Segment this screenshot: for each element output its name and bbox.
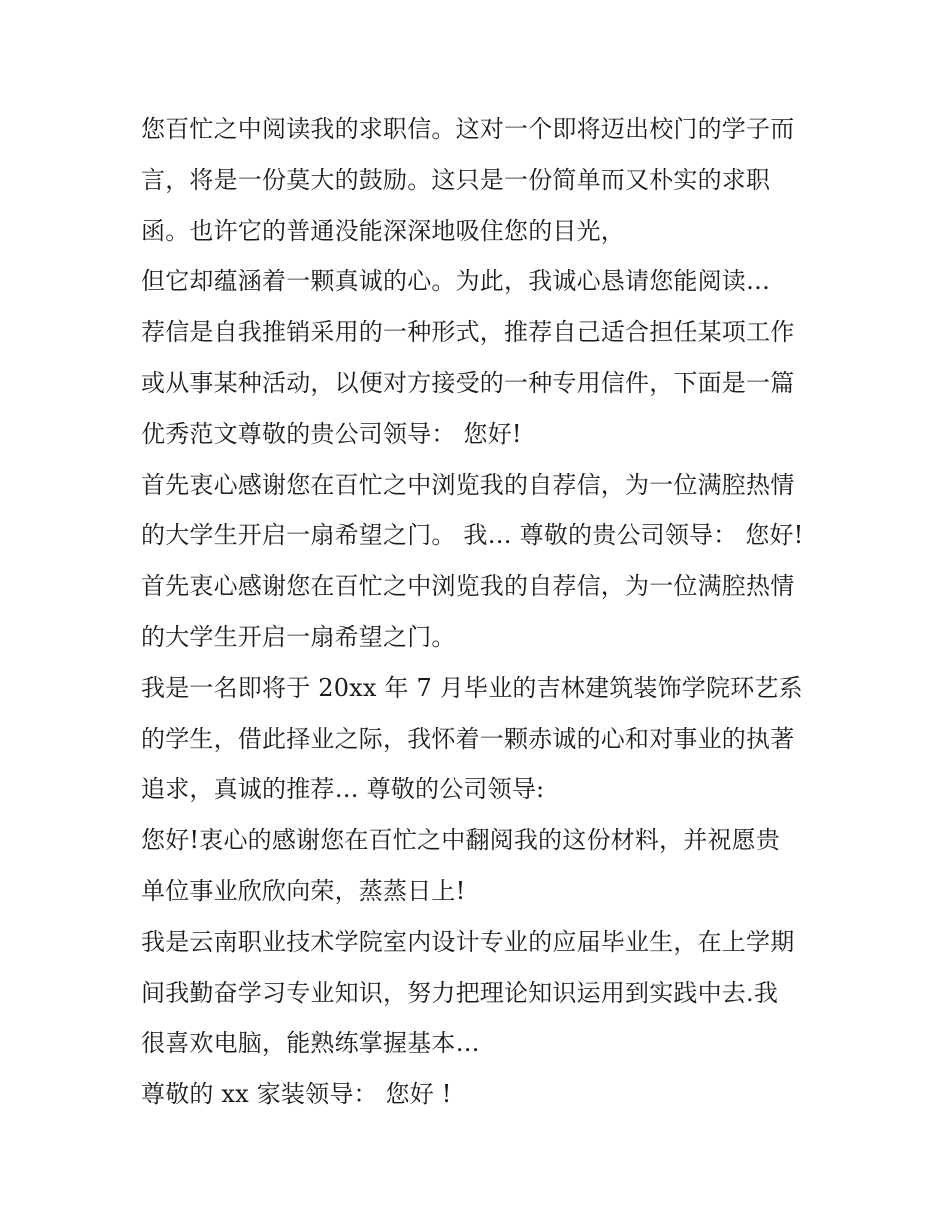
text-line: 的大学生开启一扇希望之门。 [141, 622, 456, 651]
text-line: 或从事某种活动，以便对方接受的一种专用信件，下面是一篇 [141, 368, 795, 397]
text-line: 的大学生开启一扇希望之门。 我… 尊敬的贵公司领导： 您好! [141, 521, 804, 550]
text-line: 优秀范文尊敬的贵公司领导： 您好! [141, 419, 522, 448]
text-line: 单位事业欣欣向荣，蒸蒸日上! [141, 876, 466, 905]
text-line: 我是云南职业技术学院室内设计专业的应届毕业生，在上学期 [141, 927, 795, 956]
text-line: 尊敬的 xx 家装领导： 您好 ! [141, 1080, 452, 1109]
text-line: 首先衷心感谢您在百忙之中浏览我的自荐信，为一位满腔热情 [141, 572, 795, 601]
text-line: 很喜欢电脑，能熟练掌握基本… [141, 1029, 480, 1058]
text-line: 言，将是一份莫大的鼓励。这只是一份简单而又朴实的求职 [141, 165, 771, 194]
text-line: 您好!衷心的感谢您在百忙之中翻阅我的这份材料，并祝愿贵 [141, 826, 781, 855]
text-line: 追求，真诚的推荐… 尊敬的公司领导: [141, 775, 545, 804]
text-line: 的学生，借此择业之际，我怀着一颗赤诚的心和对事业的执著 [141, 724, 795, 753]
text-line: 您百忙之中阅读我的求职信。这对一个即将迈出校门的学子而 [141, 115, 795, 143]
text-line: 荐信是自我推销采用的一种形式，推荐自己适合担任某项工作 [141, 318, 795, 347]
text-line: 但它却蕴涵着一颗真诚的心。为此，我诚心恳请您能阅读… [141, 267, 771, 296]
document-body [141, 104, 821, 1120]
text-line: 函。也许它的普通没能深深地吸住您的目光， [141, 216, 625, 245]
text-line: 间我勤奋学习专业知识，努力把理论知识运用到实践中去.我 [141, 978, 779, 1007]
text-line: 首先衷心感谢您在百忙之中浏览我的自荐信，为一位满腔热情 [141, 470, 795, 499]
text-line: 我是一名即将于 20xx 年 7 月毕业的吉林建筑装饰学院环艺系 [141, 673, 803, 702]
